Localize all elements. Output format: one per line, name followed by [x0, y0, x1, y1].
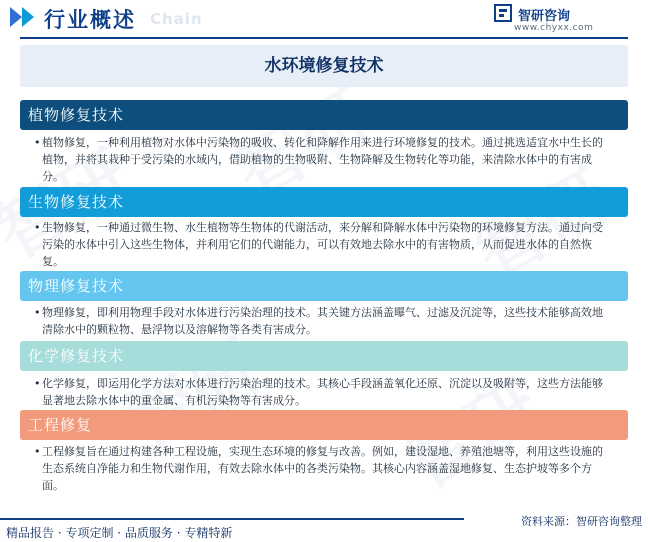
section-bar-physical — [20, 271, 628, 301]
bullet-icon: • — [34, 136, 41, 149]
header-watermark: Chain — [150, 10, 203, 28]
bullet-icon: • — [34, 306, 41, 319]
section-title: 生物修复技术 — [28, 193, 125, 211]
section-text — [34, 443, 612, 494]
section-title: 植物修复技术 — [28, 106, 125, 124]
section-text — [34, 219, 612, 270]
brand-url[interactable]: www.chyxx.com — [514, 23, 594, 33]
section-text — [34, 134, 612, 185]
footer-divider — [0, 518, 464, 520]
section-bar-chemical — [20, 341, 628, 371]
section-text-content: 生物修复，一种通过微生物、水生植物等生物体的代谢活动，来分解和降解水体中污染物的环境修复方法。通过向受污染的水体中引入这些生物体，并利用它们的代谢能力，可以有效地去除水中的有害物质，从而促进水体的自然恢复。 — [42, 221, 603, 268]
main-title: 水环境修复技术 — [264, 56, 384, 76]
bullet-icon: • — [34, 377, 41, 390]
section-bar-plant — [20, 100, 628, 130]
chevron-right-icon — [22, 7, 34, 27]
bullet-icon: • — [34, 445, 41, 458]
section-text-content: 化学修复，即运用化学方法对水体进行污染治理的技术。其核心手段涵盖氧化还原、沉淀以及吸附等，这些方法能够显著地去除水体中的重金属、有机污染物等有害成分。 — [42, 377, 603, 407]
header-divider — [20, 37, 628, 39]
section-text-content: 工程修复旨在通过构建各种工程设施，实现生态环境的修复与改善。例如，建设湿地、养殖池塘等，利用这些设施的生态系统自净能力和生物代谢作用，有效去除水体中的各类污染物。其核心内容涵盖湿地修复、生态护坡等多个方面。 — [42, 445, 603, 492]
main-title-box — [20, 45, 628, 87]
brand-logo-icon — [494, 4, 512, 22]
section-text — [34, 375, 612, 409]
footer-source: 资料来源：智研咨询整理 — [521, 515, 642, 528]
section-bar-engineering — [20, 410, 628, 440]
bullet-icon: • — [34, 221, 41, 234]
section-title: 物理修复技术 — [28, 277, 125, 295]
section-text-content: 植物修复，一种利用植物对水体中污染物的吸收、转化和降解作用来进行环境修复的技术。通过挑选适宜水中生长的植物，并将其栽种于受污染的水域内，借助植物的生物吸附、生物降解及生物转化等功能，来清除水体中的有害成分。 — [42, 136, 603, 183]
section-text — [34, 304, 612, 338]
chevron-right-icon — [10, 7, 22, 27]
page-header — [0, 0, 648, 36]
section-text-content: 物理修复，即利用物理手段对水体进行污染治理的技术。其关键方法涵盖曝气、过滤及沉淀等，这些技术能够高效地清除水中的颗粒物、悬浮物以及溶解物等各类有害成分。 — [42, 306, 603, 336]
page-title: 行业概述 — [44, 8, 136, 32]
footer-tagline: 精品报告 · 专项定制 · 品质服务 · 专精特新 — [6, 526, 233, 540]
section-bar-bio — [20, 187, 628, 217]
section-title: 工程修复 — [28, 416, 93, 434]
section-title: 化学修复技术 — [28, 347, 125, 365]
brand-name: 智研咨询 — [518, 9, 571, 24]
brand-logo — [494, 4, 626, 34]
